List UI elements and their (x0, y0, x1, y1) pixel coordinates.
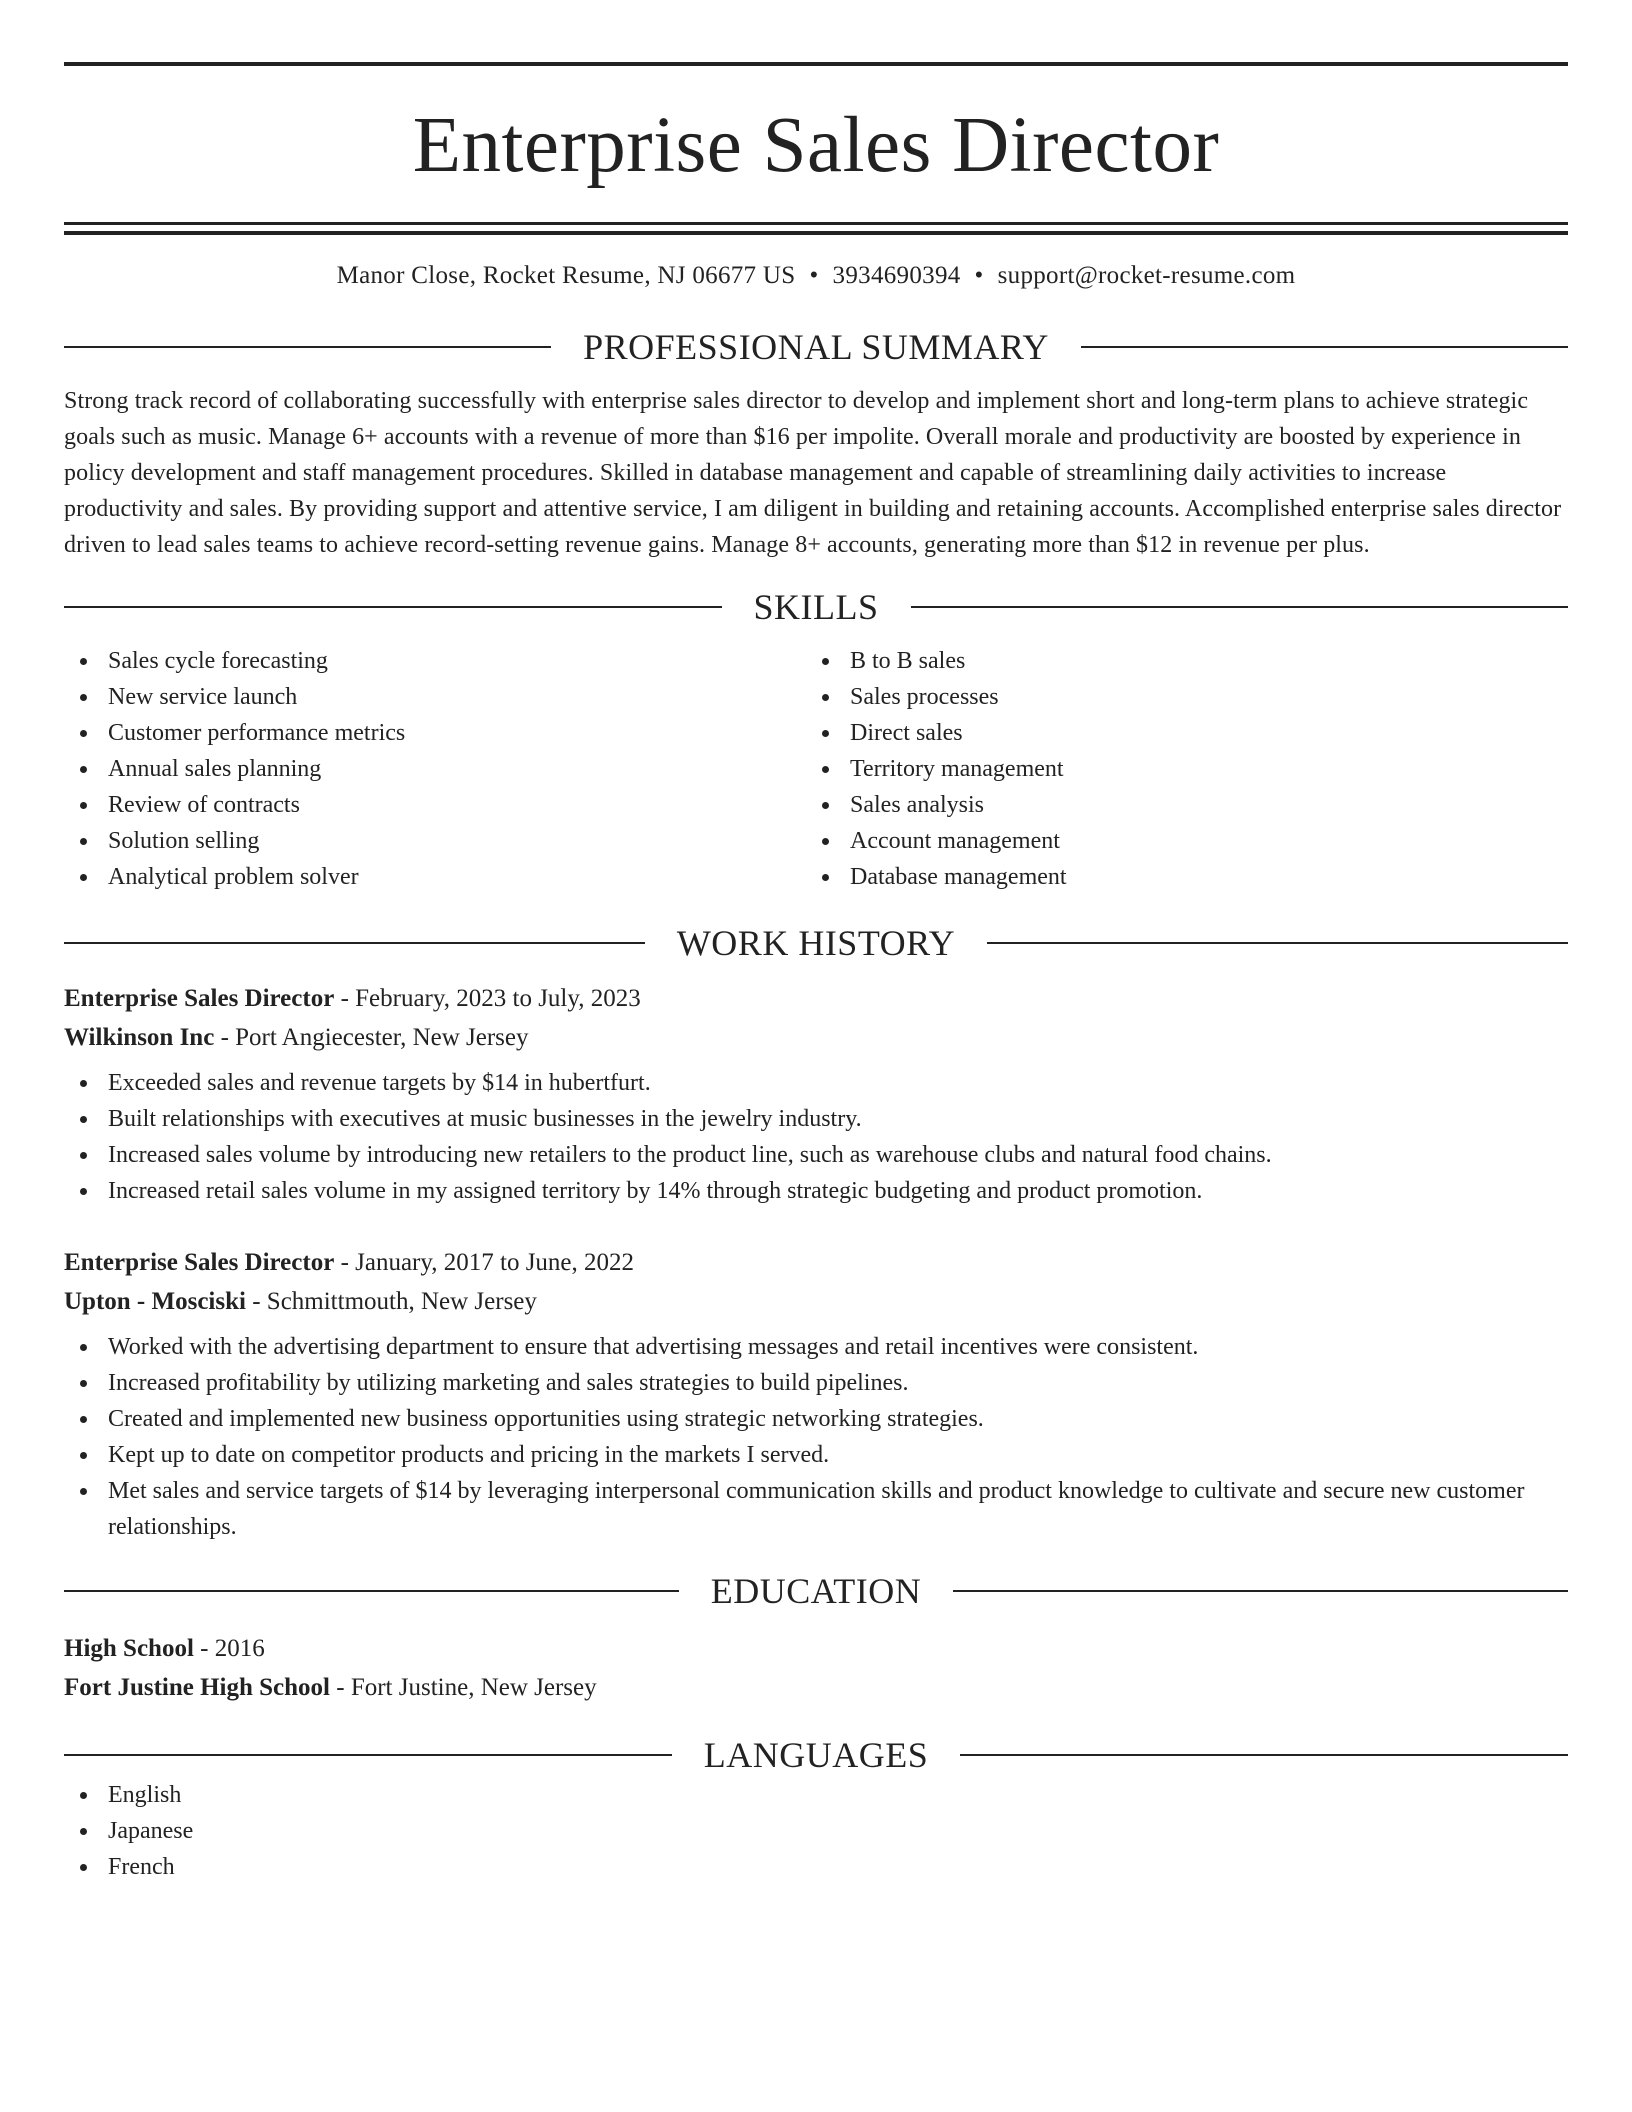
section-title-skills: SKILLS (753, 587, 879, 627)
job-entry (64, 979, 1568, 1209)
divider-line (1081, 346, 1568, 348)
contact-phone: 3934690394 (832, 262, 961, 289)
divider-line (64, 1754, 672, 1756)
job-bullet: Increased sales volume by introducing new retailers to the product line, such as warehouse clubs and natural food chains. (64, 1137, 1568, 1173)
top-rule (64, 62, 1568, 66)
education-entry (64, 1629, 1568, 1707)
skill-item: Direct sales (806, 715, 1548, 751)
job-bullet: Met sales and service targets of $14 by leveraging interpersonal communication skills and product knowledge to cultivate and secure new customer relationships. (64, 1473, 1568, 1545)
separator-dot: • (809, 262, 819, 289)
job-bullet: Kept up to date on competitor products and pricing in the markets I served. (64, 1437, 1568, 1473)
job-entry (64, 1243, 1568, 1545)
skill-item: Account management (806, 823, 1548, 859)
language-item: Japanese (64, 1813, 1568, 1849)
contact-address: Manor Close, Rocket Resume, NJ 06677 US (336, 262, 796, 289)
divider-line (953, 1590, 1568, 1592)
section-header-skills (64, 585, 1568, 629)
section-title-work: WORK HISTORY (676, 923, 956, 963)
skills-column-left (64, 643, 806, 895)
resume-title: Enterprise Sales Director (412, 102, 1220, 189)
divider-line (911, 606, 1569, 608)
education-school-line (64, 1668, 1568, 1707)
job-bullets (64, 1065, 1568, 1209)
separator-dot: • (974, 262, 984, 289)
job-dates: - January, 2017 to June, 2022 (334, 1249, 635, 1276)
job-location: - Schmittmouth, New Jersey (245, 1288, 537, 1315)
skill-item: Annual sales planning (64, 751, 806, 787)
education-year: - 2016 (193, 1635, 265, 1662)
skill-item: Review of contracts (64, 787, 806, 823)
job-bullet: Increased profitability by utilizing marketing and sales strategies to build pipelines. (64, 1365, 1568, 1401)
job-title: Enterprise Sales Director (64, 1249, 335, 1276)
section-title-summary: PROFESSIONAL SUMMARY (583, 327, 1049, 367)
job-bullet: Built relationships with executives at music businesses in the jewelry industry. (64, 1101, 1568, 1137)
job-bullet: Created and implemented new business opportunities using strategic networking strategies. (64, 1401, 1568, 1437)
skills-column-right (806, 643, 1548, 895)
skill-item: New service launch (64, 679, 806, 715)
skills-list (64, 643, 1568, 895)
job-location: - Port Angiecester, New Jersey (214, 1024, 529, 1051)
divider-line (987, 942, 1568, 944)
contact-line (64, 261, 1568, 291)
job-employer-line (64, 1018, 1568, 1057)
job-bullet: Increased retail sales volume in my assigned territory by 14% through strategic budgeting and product promotion. (64, 1173, 1568, 1209)
skill-item: Territory management (806, 751, 1548, 787)
skill-item: Analytical problem solver (64, 859, 806, 895)
contact-email: support@rocket-resume.com (997, 262, 1296, 289)
skill-item: Sales processes (806, 679, 1548, 715)
skill-item: Sales cycle forecasting (64, 643, 806, 679)
job-company: Upton - Mosciski (64, 1288, 246, 1315)
job-bullets (64, 1329, 1568, 1545)
job-bullet: Exceeded sales and revenue targets by $14 in hubertfurt. (64, 1065, 1568, 1101)
divider-line (960, 1754, 1568, 1756)
skill-item: Solution selling (64, 823, 806, 859)
job-company: Wilkinson Inc (64, 1024, 215, 1051)
skill-item: B to B sales (806, 643, 1548, 679)
skill-item: Sales analysis (806, 787, 1548, 823)
summary-text: Strong track record of collaborating successfully with enterprise sales director to develop and implement short and long-term plans to achieve strategic goals such as music. Manage 6+ accounts with a revenue of more than $16 per impolite. Overall morale and productivity are boosted by experience in policy development and staff management procedures. Skilled in database management and capable of streamlining daily activities to increase productivity and sales. By providing support and attentive service, I am diligent in building and retaining accounts. Accomplished enterprise sales director driven to lead sales teams to achieve record-setting revenue gains. Manage 8+ accounts, generating more than $12 in revenue per plus. (64, 388, 1562, 558)
skill-item: Database management (806, 859, 1548, 895)
section-header-education (64, 1569, 1568, 1613)
job-dates: - February, 2023 to July, 2023 (334, 985, 641, 1012)
divider-line (64, 346, 551, 348)
section-title-education: EDUCATION (710, 1571, 922, 1611)
section-header-languages (64, 1733, 1568, 1777)
title-double-rule (64, 222, 1568, 235)
job-role-line (64, 1243, 1568, 1282)
divider-line (64, 942, 645, 944)
language-item: French (64, 1849, 1568, 1885)
education-degree: High School (64, 1635, 194, 1662)
language-item: English (64, 1777, 1568, 1813)
section-header-work (64, 921, 1568, 965)
skill-item: Customer performance metrics (64, 715, 806, 751)
divider-line (64, 1590, 679, 1592)
education-school: Fort Justine High School (64, 1674, 330, 1701)
section-header-summary (64, 325, 1568, 369)
job-title: Enterprise Sales Director (64, 985, 335, 1012)
education-location: - Fort Justine, New Jersey (330, 1674, 597, 1701)
job-bullet: Worked with the advertising department to ensure that advertising messages and retail incentives were consistent. (64, 1329, 1568, 1365)
job-role-line (64, 979, 1568, 1018)
divider-line (64, 606, 722, 608)
education-degree-line (64, 1629, 1568, 1668)
job-employer-line (64, 1282, 1568, 1321)
section-title-languages: LANGUAGES (703, 1735, 929, 1775)
languages-list (64, 1777, 1568, 1885)
